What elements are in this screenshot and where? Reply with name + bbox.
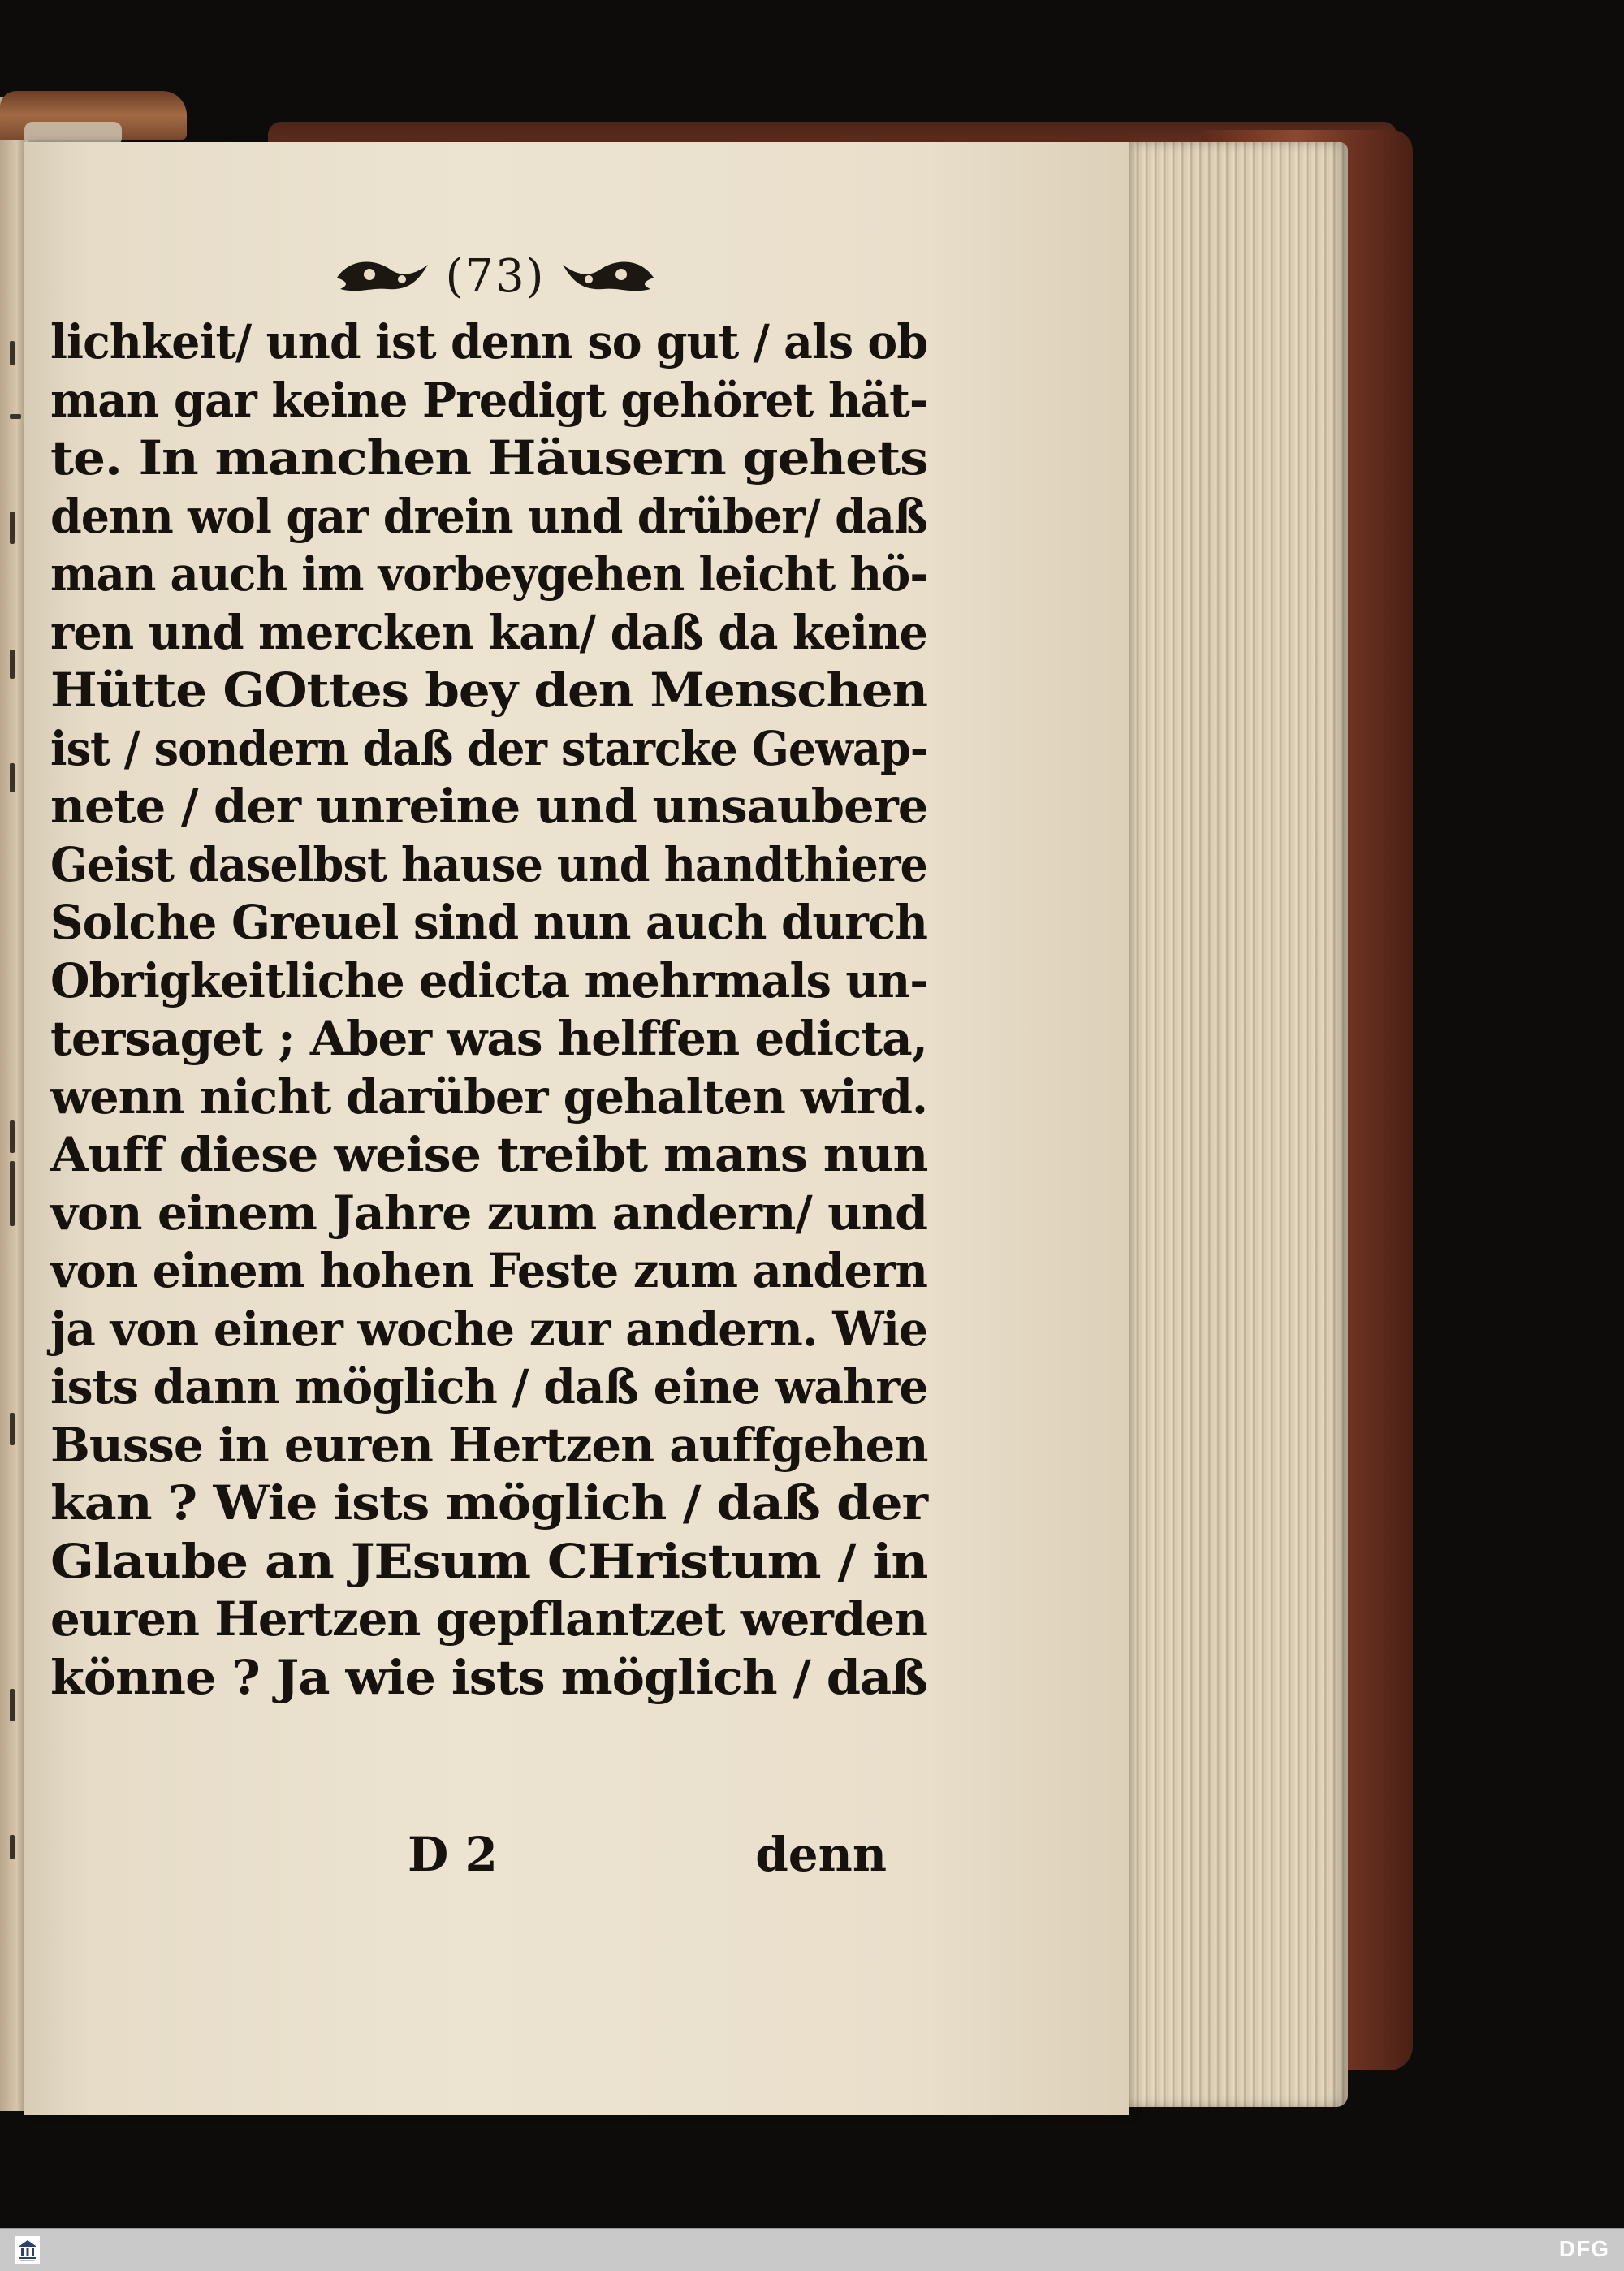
- text-line: Hütte GOttes bey den Menschen: [50, 663, 927, 718]
- text-line: Glaube an JEsum CHristum / in: [50, 1533, 928, 1589]
- text-line: Geist daselbst hause und handthiere: [50, 836, 927, 892]
- text-line: ren und mercken kan/ daß da keine: [50, 604, 927, 660]
- text-line: von einem Jahre zum andern/ und: [50, 1185, 928, 1241]
- viewer-footer-bar: [0, 2228, 1624, 2271]
- page-header: (73): [325, 244, 666, 309]
- text-line: von einem hohen Feste zum andern: [50, 1243, 927, 1298]
- text-line: Solche Greuel sind nun auch durch: [50, 895, 927, 950]
- text-line: man gar keine Predigt gehöret hät-: [50, 372, 928, 428]
- page-body-text: [50, 313, 927, 1707]
- signature-mark: D 2: [408, 1827, 498, 1882]
- text-line: man auch im vorbeygehen leicht hö-: [50, 546, 927, 602]
- text-line: ists dann möglich / daß eine wahre: [50, 1359, 928, 1414]
- dfg-logo: DFG: [1558, 2236, 1609, 2261]
- text-line: Obrigkeitliche edicta mehrmals un-: [50, 952, 928, 1008]
- text-line: tersaget ; Aber was helffen edicta,: [50, 1011, 927, 1066]
- page-number: 73: [464, 249, 526, 303]
- left-ornament-icon: [334, 253, 431, 299]
- text-line: kan ? Wie ists möglich / daß der: [50, 1475, 928, 1531]
- page-footer: [50, 1827, 887, 1892]
- text-line: Busse in euren Hertzen auffgehen: [50, 1417, 928, 1473]
- text-line: euren Hertzen gepflantzet werden: [50, 1591, 927, 1647]
- text-line: könne ? Ja wie ists möglich / daß: [50, 1649, 928, 1705]
- facing-page-margin-marks: [6, 309, 31, 1851]
- text-line: nete / der unreine und unsaubere: [50, 779, 928, 834]
- text-line: te. In manchen Häusern gehets: [50, 430, 928, 486]
- text-line: ist / sondern daß der starcke Gewap-: [50, 720, 928, 776]
- page-block-edges: [1104, 142, 1348, 2107]
- catchword: denn: [755, 1827, 887, 1882]
- right-ornament-icon: [559, 253, 657, 299]
- text-line: wenn nicht darüber gehalten wird.: [50, 1069, 927, 1125]
- text-line: Auff diese weise treibt mans nun: [50, 1127, 928, 1182]
- library-logo-icon: [11, 2234, 44, 2266]
- text-line: lichkeit/ und ist denn so gut / als ob: [50, 314, 927, 369]
- text-line: ja von einer woche zur andern. Wie: [50, 1301, 927, 1357]
- text-line: denn wol gar drein und drüber/ daß: [50, 488, 928, 544]
